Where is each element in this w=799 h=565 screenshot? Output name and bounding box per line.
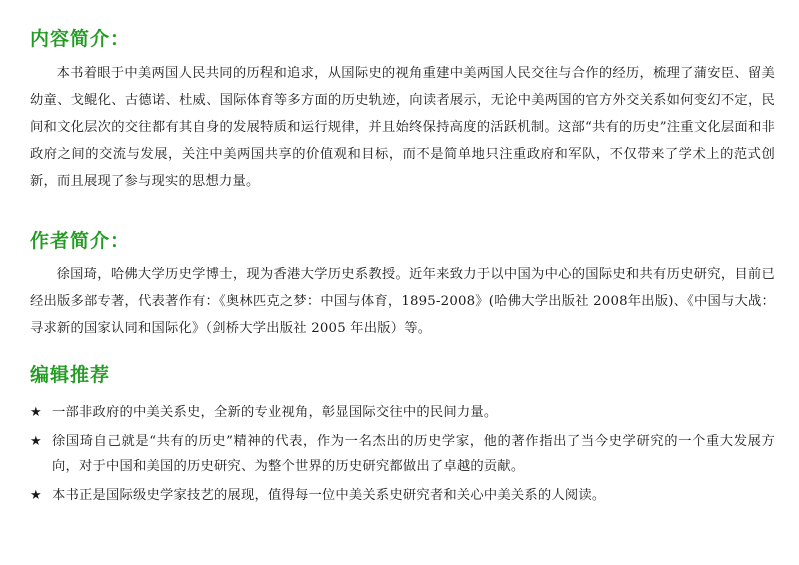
- editor-recommendation-list: [30, 400, 775, 512]
- list-item-text: 徐国琦自己就是“共有的历史”精神的代表，作为一名杰出的历史学家，他的著作指出了当今史学研究的一个重大发展方向，对于中国和美国的历史研究、为整个世界的历史研究都做出了卓越的贡献。: [52, 434, 775, 474]
- list-item: [30, 400, 775, 425]
- summary-paragraph: 本书着眼于中美两国人民共同的历程和追求，从国际史的视角重建中美两国人民交往与合作的经历，梳理了蒲安臣、留美幼童、戈鲲化、古德诺、杜威、国际体育等多方面的历史轨迹，向读者展示，无论中美两国的官方外交关系如何变幻不定，民间和文化层次的交往都有其自身的发展特质和运行规律，并且始终保持高度的活跃机制。这部“共有的历史”注重文化层面和非政府之间的交流与发展，关注中美两国共享的价值观和目标，而不是简单地只注重政府和军队，不仅带来了学术上的范式创新，而且展现了参与现实的思想力量。: [30, 66, 775, 189]
- editor-recommendation-heading: 编辑推荐: [30, 364, 111, 386]
- star-icon: ★: [30, 405, 42, 420]
- summary-heading: 内容简介：: [30, 28, 131, 50]
- star-icon: ★: [30, 434, 42, 449]
- list-item-text: 本书正是国际级史学家技艺的展现，值得每一位中美关系史研究者和关心中美关系的人阅读。: [52, 488, 606, 503]
- list-item-text: 一部非政府的中美关系史，全新的专业视角，彰显国际交往中的民间力量。: [52, 405, 498, 420]
- star-icon: ★: [30, 488, 42, 503]
- list-item: [30, 429, 775, 479]
- author-heading: 作者简介：: [30, 230, 131, 252]
- author-paragraph: 徐国琦，哈佛大学历史学博士，现为香港大学历史系教授。近年来致力于以中国为中心的国际史和共有历史研究，目前已经出版多部专著，代表著作有：《奥林匹克之梦：中国与体育，1895-2008》(哈佛大学出版社 2008年出版)、《中国与大战：寻求新的国家认同和国际化》（剑桥大学出版社 2005 年出版）等。: [30, 267, 775, 336]
- list-item: [30, 483, 775, 508]
